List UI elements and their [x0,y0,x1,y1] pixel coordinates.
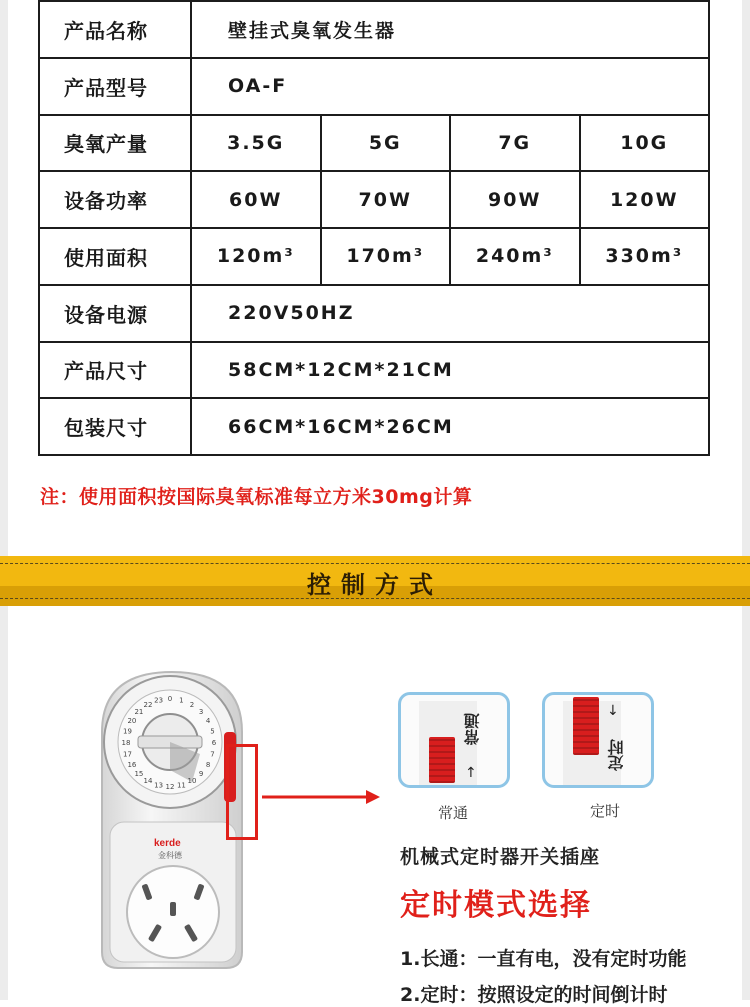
card-caption-always-on: 常通 [438,804,469,822]
dial-number: 9 [198,770,204,779]
row-value: 壁挂式臭氧发生器 [191,1,709,58]
table-cell: 240m³ [450,228,580,285]
table-cell: 3.5G [191,115,321,172]
dial-number: 5 [210,727,215,736]
dial-number: 6 [211,739,217,747]
table-row [39,115,709,172]
section-banner [0,556,750,606]
row-label: 产品尺寸 [39,342,191,399]
dial-number: 16 [127,761,137,769]
table-row [39,228,709,285]
row-label: 设备功率 [39,171,191,228]
dial-number: 20 [127,717,137,725]
row-value: OA-F [191,58,709,115]
right-frame [742,0,750,1000]
pointer-arrow [262,790,380,804]
note-text: 注：使用面积按国际臭氧标准每立方米30mg计算 [40,486,473,508]
table-cell: 60W [191,171,321,228]
row-label: 产品名称 [39,1,191,58]
dial-number: 4 [205,717,211,725]
mode-heading: 定时模式选择 [400,888,592,923]
dial-number: 12 [165,783,175,791]
table-cell: 120W [580,171,710,228]
table-cell: 90W [450,171,580,228]
switch-slider [573,697,599,755]
card-caption-timer: 定时 [590,802,621,820]
row-label: 产品型号 [39,58,191,115]
left-frame [0,0,8,1000]
dial-number: 2 [189,700,195,709]
dial-number: 14 [143,777,153,786]
table-cell: 170m³ [321,228,451,285]
switch-card-timer [542,692,654,788]
row-label: 设备电源 [39,285,191,342]
dial-number: 8 [205,761,211,769]
arrow-down-icon: ↓ [607,703,619,719]
dial-number: 23 [154,696,164,705]
dial-number: 7 [210,750,215,759]
row-value: 58CM*12CM*21CM [191,342,709,399]
dial-number: 21 [134,707,144,716]
switch-label: 常通 [463,713,482,745]
table-cell: 7G [450,115,580,172]
dial-number: 18 [121,739,131,747]
dial-number: 1 [179,696,184,705]
table-row [39,342,709,399]
product-caption: 机械式定时器开关插座 [400,846,601,868]
row-label: 臭氧产量 [39,115,191,172]
table-row [39,171,709,228]
table-row [39,1,709,58]
switch-label: 定时 [607,739,626,771]
dial-number: 3 [198,707,204,716]
table-row [39,58,709,115]
table-row [39,398,709,455]
table-row [39,285,709,342]
row-value: 220V50HZ [191,285,709,342]
table-cell: 330m³ [580,228,710,285]
brand-logo-cn: 金科德 [158,851,182,860]
spec-table [38,0,710,456]
switch-card-always-on [398,692,510,788]
row-label: 使用面积 [39,228,191,285]
table-cell: 70W [321,171,451,228]
banner-title: 控制方式 [307,571,443,599]
table-cell: 5G [321,115,451,172]
row-label: 包装尺寸 [39,398,191,455]
mode-description-1: 1.长通：一直有电，没有定时功能 [400,948,687,970]
table-cell: 10G [580,115,710,172]
dial-number: 17 [123,750,132,759]
dial-number: 19 [123,727,132,736]
dial-number: 0 [167,695,173,703]
dial-number: 11 [176,781,186,790]
brand-logo: kerde [154,838,181,849]
arrow-up-icon: ↑ [465,765,477,781]
dial-number: 15 [134,770,144,779]
row-value: 66CM*16CM*26CM [191,398,709,455]
mode-description-2: 2.定时：按照设定的时间倒计时 [400,984,668,1006]
dial-number: 22 [143,700,153,709]
switch-slider [429,737,455,783]
dial-number: 13 [154,781,164,790]
switch-highlight-box [226,744,258,840]
dial-number: 10 [187,777,197,786]
table-cell: 120m³ [191,228,321,285]
